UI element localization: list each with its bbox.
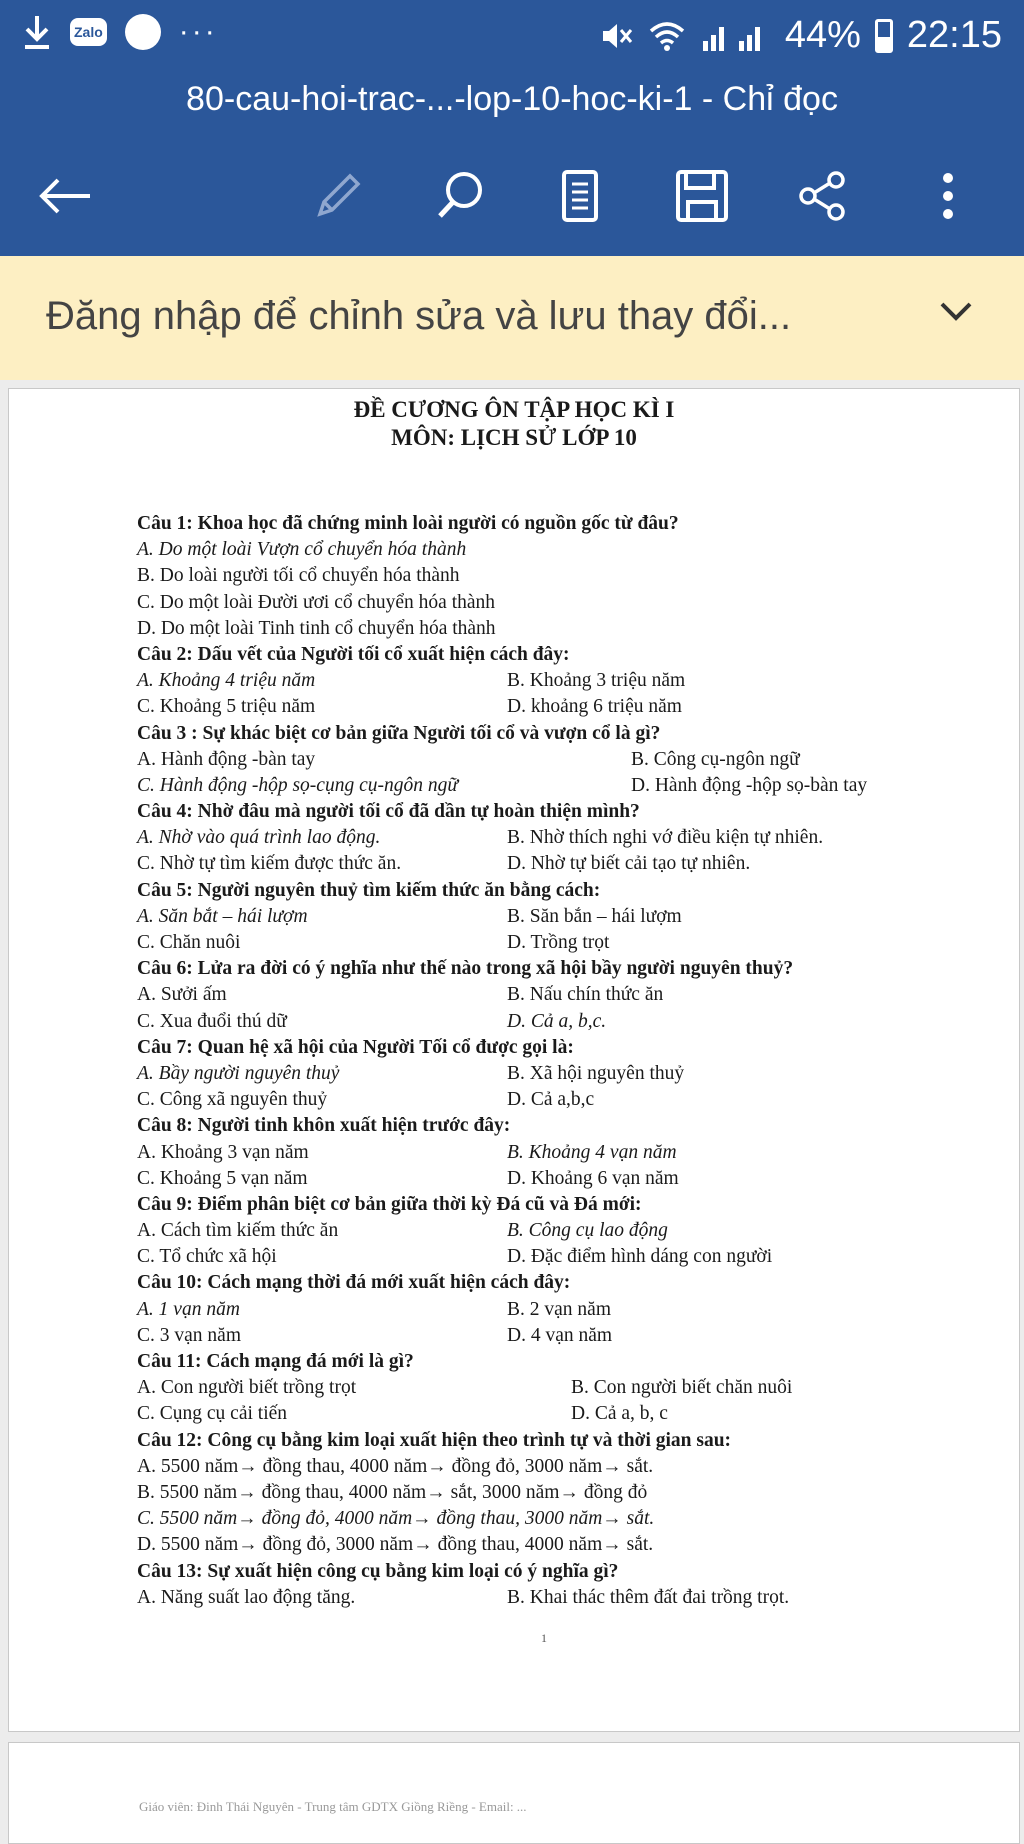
question-line [137,1270,977,1296]
answer-option: A. Săn bắt – hái lượm [137,905,308,927]
more-options-button[interactable] [916,164,980,228]
answer-option: B. Do loài người tối cổ chuyển hóa thành [137,565,460,587]
search-button[interactable] [428,164,492,228]
doc-subheading: MÔN: LỊCH SỬ LỚP 10 [391,425,637,450]
question-text: Câu 8: Người tinh khôn xuất hiện trước đây: [137,1115,511,1137]
page-number: 1 [541,1631,547,1645]
answer-option: C. 3 vạn năm [137,1324,241,1346]
answer-option: B. Khai thác thêm đất đai trồng trọt. [507,1586,790,1608]
answer-option: A. 1 vạn năm [137,1298,240,1320]
question-line [137,511,977,537]
answer-line [137,563,977,589]
answer-line [137,1140,977,1166]
question-text: Câu 2: Dấu vết của Người tối cổ xuất hiện cách đây: [137,643,570,665]
answer-option: A. Sưởi ấm [137,984,227,1006]
answer-line [137,825,977,851]
answer-option: A. Hành động -bàn tay [137,748,316,770]
answer-line [137,1480,977,1506]
chevron-down-icon[interactable] [938,300,974,324]
answer-option: B. Săn bắn – hái lượm [507,905,682,927]
answer-line [137,1454,977,1480]
answer-option: C. Tổ chức xã hội [137,1246,277,1268]
answer-option: D. Cả a, b,c. [507,1010,607,1032]
answer-line [137,1297,977,1323]
reading-view-button[interactable] [548,164,612,228]
answer-option: D. Trồng trọt [507,932,610,953]
question-line [137,1349,977,1375]
question-text: Câu 1: Khoa học đã chứng minh loài người có nguồn gốc từ đâu? [137,513,679,534]
question-line [137,956,977,982]
question-text: Câu 4: Nhờ đâu mà người tối cổ đã dần tự hoàn thiện mình? [137,801,640,823]
answer-option: B. Công cụ-ngôn ngữ [631,748,800,770]
question-text: Câu 3 : Sự khác biệt cơ bản giữa Người tối cổ và vượn cổ là gì? [137,722,661,744]
answer-option: D. Nhờ tự biết cải tạo tự nhiên. [507,853,751,875]
answer-option: D. Cả a, b, c [571,1403,668,1425]
answer-option: D. Đặc điểm hình dáng con người [507,1246,773,1268]
answer-line [137,1323,977,1349]
document-page [8,388,1020,1732]
question-line [137,799,977,825]
answer-line [137,982,977,1008]
question-line [137,1192,977,1218]
more-notifications-icon: ··· [178,15,218,48]
answer-line [137,668,977,694]
answer-line [137,1166,977,1192]
answer-option: B. Xã hội nguyên thuỷ [507,1062,685,1084]
answer-line [137,1585,977,1611]
answer-option: C. Hành động -hộp sọ-cụng cụ-ngôn ngữ [137,774,458,796]
answer-option: C. Nhờ tự tìm kiếm được thức ăn. [137,853,402,875]
answer-option: D. Hành động -hộp sọ-bàn tay [631,774,868,796]
answer-option: A. Cách tìm kiếm thức ăn [137,1220,339,1242]
clock: 22:15 [906,14,1002,56]
question-line [137,1035,977,1061]
answer-option: D. Do một loài Tinh tinh cổ chuyển hóa thành [137,617,496,639]
answer-line [137,904,977,930]
answer-option: D. khoảng 6 triệu năm [507,696,682,718]
answer-line [137,1401,977,1427]
back-button[interactable] [32,164,96,228]
answer-option: C. Xua đuổi thú dữ [137,1010,287,1032]
download-icon [22,14,52,50]
answer-option: C. Chăn nuôi [137,932,241,953]
answer-option: B. 5500 năm→ đồng thau, 4000 năm→ sắt, 3000 năm→ đồng đỏ [137,1481,648,1503]
answer-option: D. Cả a,b,c [507,1089,595,1111]
answer-option: A. Khoảng 4 triệu năm [137,670,316,692]
answer-line [137,1375,977,1401]
question-text: Câu 6: Lửa ra đời có ý nghĩa như thế nào trong xã hội bầy người nguyên thuỷ? [137,958,794,980]
answer-option: C. Công xã nguyên thuỷ [137,1089,328,1111]
document-title: 80-cau-hoi-trac-...-lop-10-hoc-ki-1 - Chỉ đọc [186,80,838,118]
answer-line [137,537,977,563]
question-list [137,511,977,1611]
answer-line [137,747,977,773]
answer-line [137,1244,977,1270]
share-icon [794,168,850,224]
question-line [137,1428,977,1454]
answer-option: A. Nhờ vào quá trình lao động. [137,827,381,849]
answer-line [137,1218,977,1244]
edit-button[interactable] [306,164,370,228]
answer-line [137,1506,977,1532]
answer-line [137,616,977,642]
question-line [137,721,977,747]
answer-option: C. Khoảng 5 vạn năm [137,1167,308,1189]
answer-option: C. Cụng cụ cải tiến [137,1403,288,1425]
answer-option: C. Do một loài Đười ươi cổ chuyển hóa thành [137,591,496,613]
answer-line [137,694,977,720]
question-text: Câu 10: Cách mạng thời đá mới xuất hiện cách đây: [137,1272,571,1294]
answer-option: B. Khoảng 4 vạn năm [507,1141,677,1163]
sign-in-banner-text: Đăng nhập để chỉnh sửa và lưu thay đổi... [46,294,792,338]
answer-option: A. Năng suất lao động tăng. [137,1586,356,1608]
save-icon [674,168,730,224]
answer-option: A. Do một loài Vượn cổ chuyển hóa thành [137,539,467,561]
battery-icon [875,19,893,53]
answer-line [137,773,977,799]
answer-line [137,930,977,956]
answer-option: B. Nhờ thích nghi vớ điều kiện tự nhiên. [507,827,824,849]
answer-line [137,590,977,616]
question-text: Câu 11: Cách mạng đá mới là gì? [137,1351,414,1372]
answer-option: B. Nấu chín thức ăn [507,984,664,1006]
answer-line [137,1532,977,1558]
page-footer: Giáo viên: Đinh Thái Nguyên - Trung tâm GDTX Giồng Riềng - Email: ... [139,1799,527,1814]
question-line [137,878,977,904]
question-text: Câu 5: Người nguyên thuỷ tìm kiếm thức ăn bằng cách: [137,879,601,901]
wifi-icon [647,19,687,53]
answer-option: D. 4 vạn năm [507,1324,613,1346]
answer-line [137,1009,977,1035]
answer-option: C. 5500 năm→ đồng đỏ, 4000 năm→ đồng thau, 3000 năm→ sắt. [137,1508,655,1530]
answer-option: D. Khoảng 6 vạn năm [507,1167,679,1189]
question-text: Câu 12: Công cụ bằng kim loại xuất hiện theo trình tự và thời gian sau: [137,1429,732,1451]
answer-line [137,1061,977,1087]
status-bar [0,0,1024,72]
question-line [137,1559,977,1585]
answer-option: A. Con người biết trồng trọt [137,1377,357,1399]
doc-heading: ĐỀ CƯƠNG ÔN TẬP HỌC KÌ I [353,397,675,422]
sign-in-banner[interactable] [0,256,1024,380]
more-vertical-icon [938,168,958,224]
answer-option: A. Khoảng 3 vạn năm [137,1141,309,1163]
pencil-icon [310,168,366,224]
answer-option: A. Bầy người nguyên thuỷ [137,1062,340,1084]
answer-option: B. 2 vạn năm [507,1298,611,1320]
question-text: Câu 7: Quan hệ xã hội của Người Tối cổ được gọi là: [137,1036,574,1058]
question-text: Câu 13: Sự xuất hiện công cụ bằng kim loại có ý nghĩa gì? [137,1560,619,1582]
reading-view-icon [558,168,602,224]
toolbar [0,150,1024,240]
next-document-page [8,1742,1020,1844]
answer-option: B. Khoảng 3 triệu năm [507,670,686,692]
answer-line [137,1087,977,1113]
answer-option: B. Con người biết chăn nuôi [571,1377,793,1399]
back-arrow-icon [36,176,92,216]
question-text: Câu 9: Điểm phân biệt cơ bản giữa thời kỳ Đá cũ và Đá mới: [137,1193,642,1215]
question-line [137,642,977,668]
answer-option: A. 5500 năm→ đồng thau, 4000 năm→ đồng đỏ, 3000 năm→ sắt. [137,1455,654,1477]
app-header [0,0,1024,256]
answer-line [137,851,977,877]
zalo-icon: Zalo [70,18,107,46]
share-button[interactable] [790,164,854,228]
mute-icon [599,19,633,53]
signal-icon [701,19,771,53]
question-line [137,1113,977,1139]
messenger-icon [125,14,161,50]
search-icon [432,168,488,224]
answer-option: C. Khoảng 5 triệu năm [137,696,316,718]
answer-option: D. 5500 năm→ đồng đỏ, 3000 năm→ đồng thau, 4000 năm→ sắt. [137,1534,654,1556]
battery-percent: 44% [784,14,861,56]
answer-option: B. Công cụ lao động [507,1220,668,1242]
save-button[interactable] [670,164,734,228]
